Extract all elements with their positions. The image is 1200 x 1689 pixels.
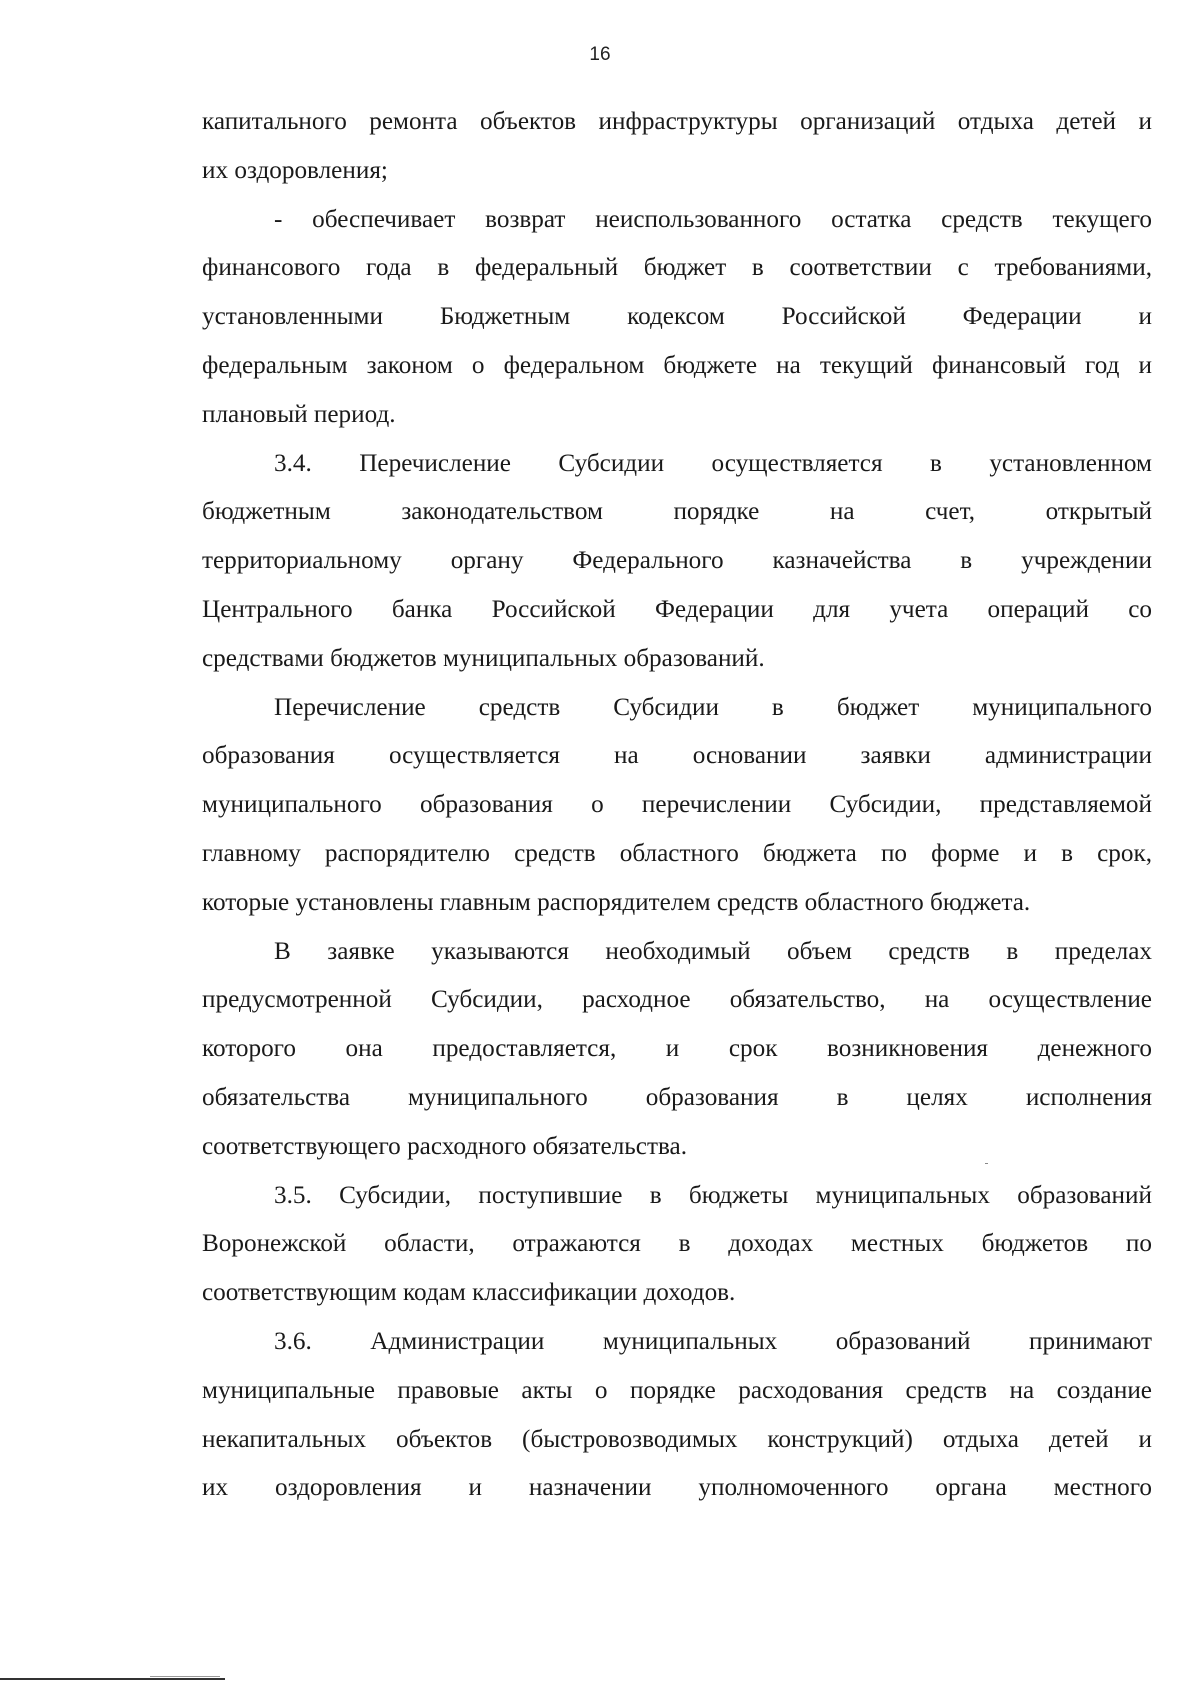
text-line: Центрального банка Российской Федерации для учета операций со [202, 595, 1152, 623]
text-line: Воронежской области, отражаются в доходах местных бюджетов по [202, 1230, 1152, 1258]
text-line: соответствующего расходного обязательства. [202, 1132, 687, 1160]
text-line: муниципального образования о перечислении Субсидии, представляемой [202, 791, 1152, 819]
text-line: муниципальные правовые акты о порядке расходования средств на создание [202, 1376, 1152, 1404]
text-line: обязательства муниципального образования в целях исполнения [202, 1083, 1152, 1111]
text-line: капитального ремонта объектов инфраструктуры организаций отдыха детей и [202, 108, 1152, 135]
text-line: территориальному органу Федерального казначейства в учреждении [202, 547, 1152, 575]
scan-speck [985, 1163, 988, 1164]
text-line: бюджетным законодательством порядке на счет, открытый [202, 498, 1152, 526]
text-line: плановый период. [202, 400, 396, 428]
page-number: 16 [589, 44, 611, 65]
text-line: - обеспечивает возврат неиспользованного остатка средств текущего [274, 205, 1152, 233]
text-line: предусмотренной Субсидии, расходное обязательство, на осуществление [202, 986, 1152, 1014]
text-line: средствами бюджетов муниципальных образований. [202, 644, 765, 672]
text-line: главному распорядителю средств областного бюджета по форме и в срок, [202, 839, 1152, 867]
text-line: 3.6. Администрации муниципальных образований принимают [274, 1327, 1152, 1355]
paragraph [202, 196, 1152, 440]
footer-rule-faint [150, 1676, 220, 1677]
footer-rule [0, 1678, 225, 1680]
text-line: соответствующим кодам классификации доходов. [202, 1279, 736, 1307]
paragraph [202, 98, 1152, 196]
text-line: установленными Бюджетным кодексом Российской Федерации и [202, 303, 1152, 331]
text-line: 3.5. Субсидии, поступившие в бюджеты муниципальных образований [274, 1181, 1152, 1209]
text-line: В заявке указываются необходимый объем средств в пределах [274, 937, 1152, 965]
paragraph [202, 440, 1152, 684]
text-line: которые установлены главным распорядителем средств областного бюджета. [202, 888, 1031, 916]
text-line: федеральным законом о федеральном бюджете на текущий финансовый год и [202, 351, 1152, 379]
text-line: финансового года в федеральный бюджет в соответствии с требованиями, [202, 254, 1152, 282]
text-line: 3.4. Перечисление Субсидии осуществляется в установленном [274, 449, 1152, 477]
text-line: их оздоровления и назначении уполномоченного органа местного [202, 1474, 1152, 1502]
text-line: которого она предоставляется, и срок возникновения денежного [202, 1035, 1152, 1063]
paragraph [202, 928, 1152, 1172]
text-line: образования осуществляется на основании заявки администрации [202, 742, 1152, 770]
paragraph [202, 684, 1152, 928]
text-line: Перечисление средств Субсидии в бюджет муниципального [274, 693, 1152, 721]
paragraph [202, 1318, 1152, 1513]
text-line: некапитальных объектов (быстровозводимых конструкций) отдыха детей и [202, 1425, 1152, 1453]
document-body [202, 98, 1152, 1513]
text-line: их оздоровления; [202, 156, 388, 184]
paragraph [202, 1172, 1152, 1318]
